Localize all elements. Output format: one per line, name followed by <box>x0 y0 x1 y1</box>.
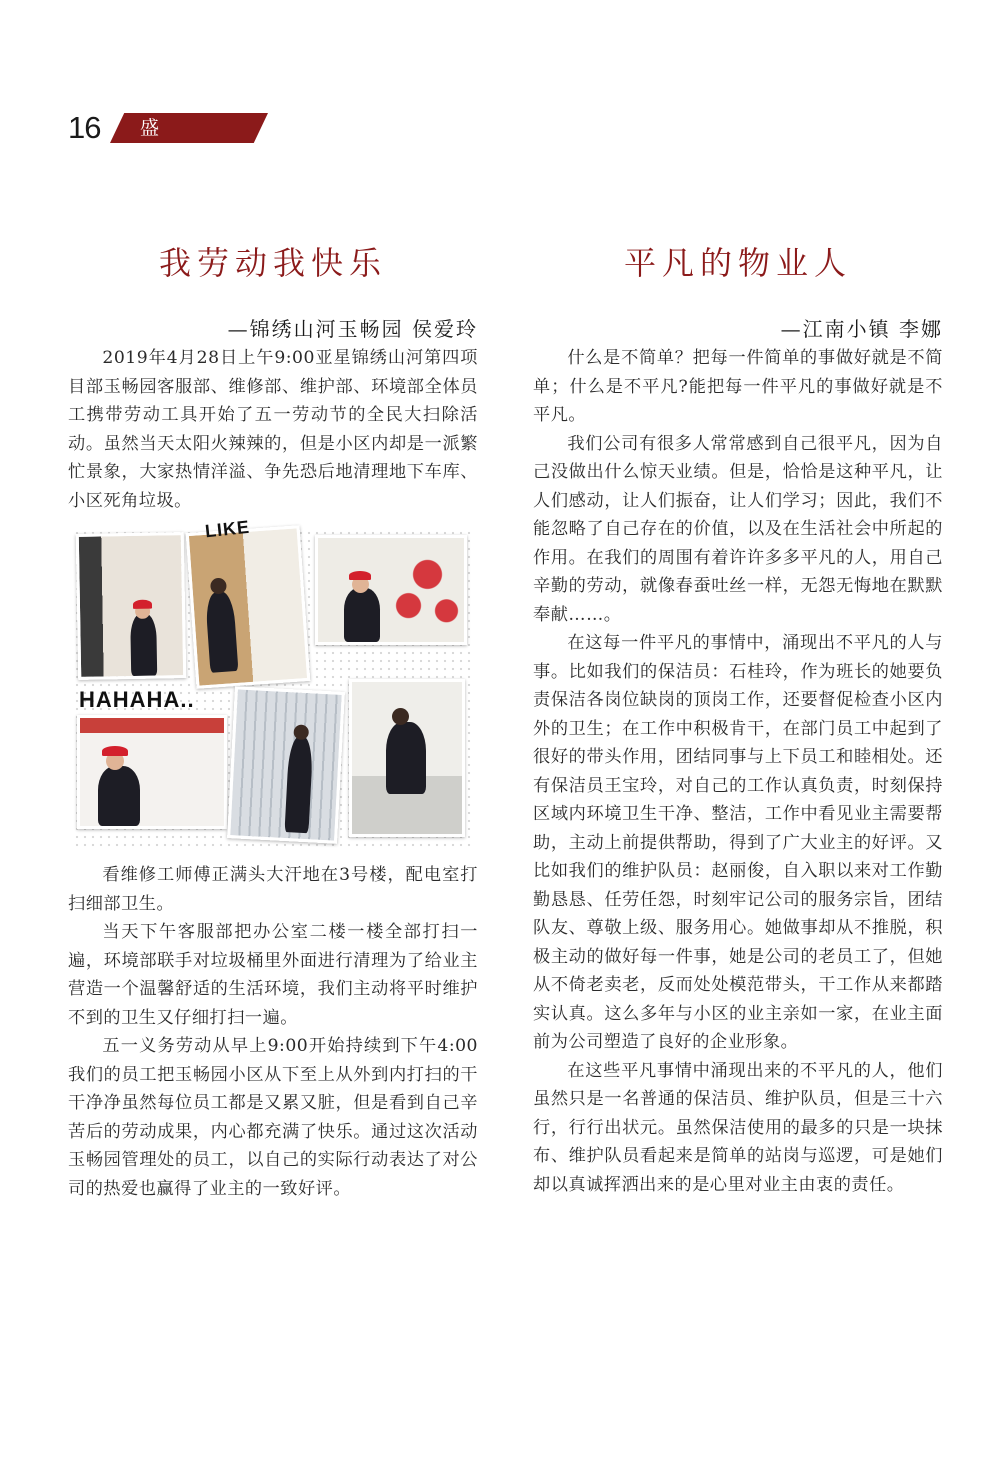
right-paragraph-2: 我们公司有很多人常常感到自己很平凡，因为自己没做出什么惊天业绩。但是，恰恰是这种平凡，让人们感动，让人们振奋，让人们学习；因此，我们不能忽略了自己存在的价值，以及在生活社会中所起的作用。在我们的周围有着许许多多平凡的人，用自己辛勤的劳动，就像春蚕吐丝一样，无怨无悔地在默默奉献……。 <box>533 433 943 625</box>
photo-collage <box>73 516 473 847</box>
right-paragraph-1: 什么是不简单？把每一件简单的事做好就是不简单；什么是不平凡?能把每一件平凡的事做好就是不平凡。 <box>533 348 943 425</box>
left-article <box>68 236 478 1203</box>
right-article <box>533 236 943 1199</box>
right-article-title: 平凡的物业人 <box>623 244 852 282</box>
photo-cleaning-railing <box>227 686 345 844</box>
photo-cleaning-door <box>76 532 187 680</box>
right-article-byline: —江南小镇 李娜 <box>780 317 943 341</box>
right-paragraph-4: 在这些平凡事情中涌现出来的不平凡的人，他们虽然只是一名普通的保洁员、维护队员，但是三十六行，行行出状元。虽然保洁使用的最多的只是一块抹布、维护队员看起来是简单的站岗与巡逻，可是她们却以真诚挥洒出来的是心里对业主由衷的责任。 <box>533 1060 943 1195</box>
page-number: 16 <box>68 110 101 145</box>
section-title: 盛世物业 <box>140 117 163 223</box>
left-article-title: 我劳动我快乐 <box>158 244 387 282</box>
section-band <box>110 113 268 143</box>
photo-cleaning-whiteboard <box>77 715 227 829</box>
right-paragraph-3: 在这每一件平凡的事情中，涌现出不平凡的人与事。比如我们的保洁员：石桂玲，作为班长的她要负责保洁各岗位缺岗的顶岗工作，还要督促检查小区内外的卫生；在工作中积极肯干，在部门员工中起到了很好的带头作用，团结同事与上下员工和睦相处。还有保洁员王宝玲，对自己的工作认真负责，时刻保持区域内环境卫生干净、整洁，工作中看见业主需要帮助，主动上前提供帮助，得到了广大业主的好评。又比如我们的维护队员：赵丽俊，自入职以来对工作勤勤恳恳、任劳任怨，时刻牢记公司的服务宗旨，团结队友、尊敬上级、服务用心。她做事却从不推脱，积极主动的做好每一件事，她是公司的老员工了，但她从不倚老卖老，反而处处模范带头，干工作从来都踏实认真。这么多年与小区的业主亲如一家，在业主面前为公司塑造了良好的企业形象。 <box>533 633 943 1052</box>
left-paragraph-1: 2019年4月28日上午9:00亚星锦绣山河第四项目部玉畅园客服部、维修部、维护部、环境部全体员工携带劳动工具开始了五一劳动节的全民大扫除活动。虽然当天太阳火辣辣的，但是小区内却是一派繁忙景象，大家热情洋溢、争先恐后地清理地下车库、小区死角垃圾。 <box>68 348 478 511</box>
photo-cleaning-wall <box>186 525 311 689</box>
left-paragraph-2: 看维修工师傅正满头大汗地在3号楼，配电室打扫细部卫生。 <box>68 865 478 914</box>
photo-cleaning-board <box>315 535 467 645</box>
left-paragraph-3: 当天下午客服部把办公室二楼一楼全部打扫一遍，环境部联手对垃圾桶里外面进行清理为了给业主营造一个温馨舒适的生活环境，我们主动将平时维护不到的卫生又仔细打扫一遍。 <box>68 922 478 1028</box>
sticker-hahaha: HAHAHA.. <box>79 687 195 712</box>
sticker-like: LIKE <box>204 516 251 542</box>
photo-cleaning-desk <box>349 679 465 837</box>
left-article-byline: —锦绣山河玉畅园 侯爱玲 <box>227 317 478 341</box>
left-paragraph-4: 五一义务劳动从早上9:00开始持续到下午4:00我们的员工把玉畅园小区从下至上从外到内打扫的干干净净虽然每位员工都是又累又脏，但是看到自己辛苦后的劳动成果，内心都充满了快乐。通过这次活动玉畅园管理处的员工，以自己的实际行动表达了对公司的热爱也赢得了业主的一致好评。 <box>68 1036 478 1199</box>
